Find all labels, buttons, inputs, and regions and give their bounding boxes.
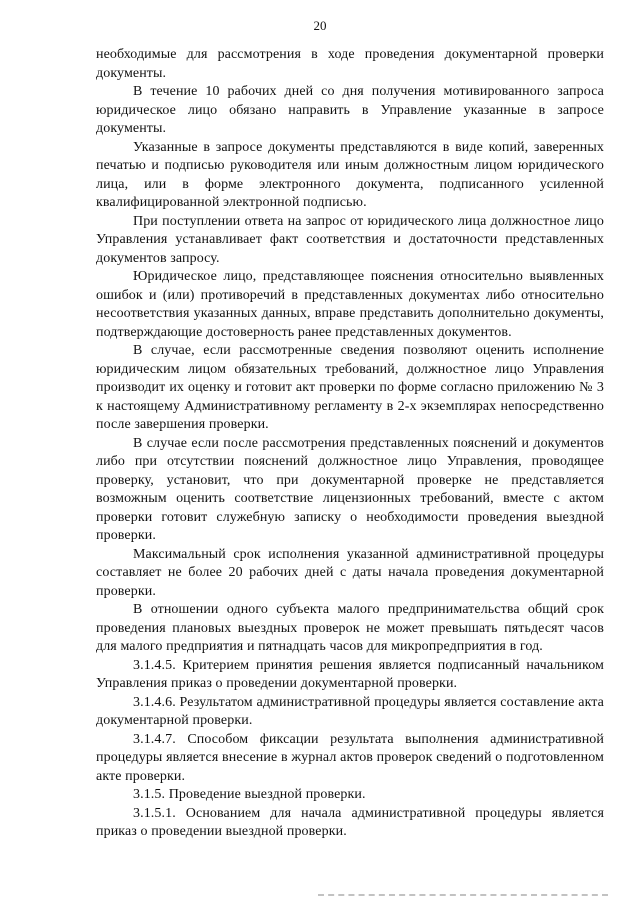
paragraph-5: Юридическое лицо, представляющее пояснения относительно выявленных ошибок и (или) противоречий в представленных документах либо относительно несоответствия указанных данных, вправе представить дополнительно документы, подтверждающие достоверность ранее представленных документов. — [96, 269, 604, 340]
page-number: 20 — [313, 18, 327, 33]
paragraph-1: необходимые для рассмотрения в ходе проведения документарной проверки документы. — [96, 47, 604, 81]
paragraph-13: 3.1.5. Проведение выездной проверки. — [133, 787, 366, 802]
paragraph-2: В течение 10 рабочих дней со дня получения мотивированного запроса юридическое лицо обязано направить в Управление указанные в запросе документы. — [96, 84, 604, 136]
paragraph-10: 3.1.4.5. Критерием принятия решения является подписанный начальником Управления приказ о проведении документарной проверки. — [96, 657, 604, 691]
paragraph-7: В случае если после рассмотрения представленных пояснений и документов либо при отсутствии пояснений должностное лицо Управления, проводящее проверку, установит, что при документарной проверке не представляется возможным оценить соответствие лицензионных требований, вместе с актом проверки готовит служебную записку о необходимости проведения выездной проверки. — [96, 435, 604, 543]
paragraph-6: В случае, если рассмотренные сведения позволяют оценить исполнение юридическим лицом обязательных требований, должностное лицо Управления производит их оценку и готовит акт проверки по форме согласно приложению № 3 к настоящему Административному регламенту в 2-х экземплярах непосредственно после завершения проверки. — [96, 343, 604, 432]
paragraph-4: При поступлении ответа на запрос от юридического лица должностное лицо Управления устанавливает факт соответствия и достаточности представленных документов запросу. — [96, 213, 604, 266]
paragraph-14: 3.1.5.1. Основанием для начала административной процедуры является приказ о проведении выездной проверки. — [96, 805, 604, 839]
paragraph-8: Максимальный срок исполнения указанной административной процедуры составляет не более 20 рабочих дней с даты начала проведения документарной проверки. — [96, 546, 604, 599]
paragraph-3: Указанные в запросе документы представляются в виде копий, заверенных печатью и подписью руководителя или иным должностным лицом юридического лица, или в форме электронного документа, подписанного усиленной квалифицированной электронной подписью. — [96, 139, 604, 210]
footer-scan-mark — [318, 894, 608, 900]
document-body — [96, 46, 604, 842]
paragraph-11: 3.1.4.6. Результатом административной процедуры является составление акта документарной проверки. — [96, 694, 604, 728]
paragraph-12: 3.1.4.7. Способом фиксации результата выполнения административной процедуры является внесение в журнал актов проверок сведений о подготовленном акте проверки. — [96, 731, 604, 784]
paragraph-9: В отношении одного субъекта малого предпринимательства общий срок проведения плановых выездных проверок не может превышать пятьдесят часов для малого предприятия и пятнадцать часов для микропредприятия в год. — [96, 602, 604, 654]
